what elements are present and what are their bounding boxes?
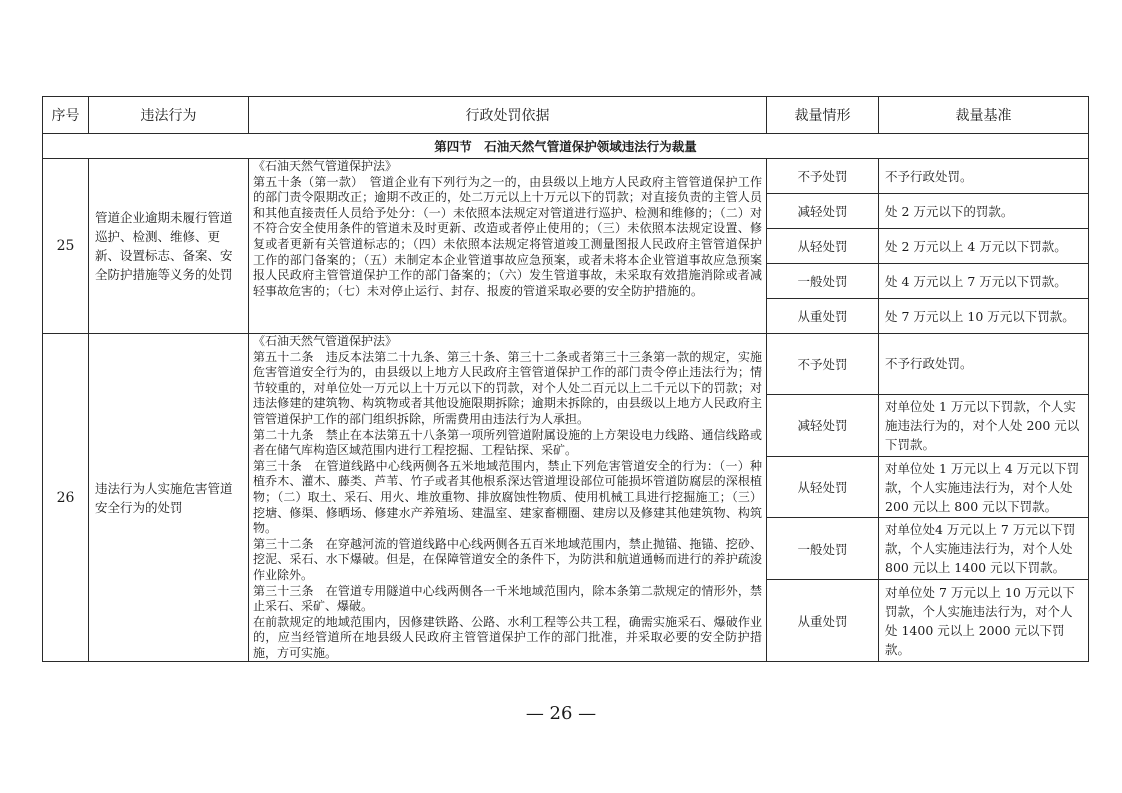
basis-line: 《石油天然气管道保护法》 <box>253 159 398 173</box>
basis-line: 第三十三条 在管道专用隧道中心线两侧各一千米地域范围内，除本条第二款规定的情形外，禁止采石、采矿、爆破。 <box>253 583 762 614</box>
penalty-basis <box>249 334 767 662</box>
basis-line: 第五十二条 违反本法第二十九条、第三十条、第三十二条或者第三十三条第一款的规定，实施危害管道安全行为的，由县级以上地方人民政府主管管道保护工作的部门责令停止违法行为；情节较重的，对单位处一万元以上十万元以下的罚款，对个人处二百元以上二千元以下的罚款；对违法修建的建筑物、构筑物或者其他设施限期拆除；逾期未拆除的，由县级以上地方人民政府主管管道保护工作的部门组织拆除，所需费用由违法行为人承担。 <box>253 349 762 426</box>
discretion-standard: 处 7 万元以上 10 万元以下罚款。 <box>879 299 1089 334</box>
discretion-level: 从重处罚 <box>767 299 879 334</box>
discretion-standard: 不予行政处罚。 <box>879 159 1089 194</box>
discretion-standard: 对单位处 1 万元以上 4 万元以下罚款，个人实施违法行为，对个人处 200 元以上 800 元以下罚款。 <box>879 456 1089 518</box>
header-level: 裁量情形 <box>767 97 879 134</box>
basis-line: 第三十二条 在穿越河流的管道线路中心线两侧各五百米地域范围内，禁止抛锚、拖锚、挖砂、挖泥、采石、水下爆破。但是，在保障管道安全的条件下，为防洪和航道通畅而进行的养护疏浚作业除外。 <box>253 536 762 582</box>
section-row <box>43 134 1089 159</box>
discretion-standard: 对单位处 7 万元以上 10 万元以下罚款，个人实施违法行为，对个人处 1400 元以上 2000 元以下罚款。 <box>879 580 1089 662</box>
discretion-level: 从轻处罚 <box>767 456 879 518</box>
row-number: 25 <box>43 159 89 334</box>
section-title: 第四节 石油天然气管道保护领域违法行为裁量 <box>43 134 1089 159</box>
header-act: 违法行为 <box>89 97 249 134</box>
header-standard: 裁量基准 <box>879 97 1089 134</box>
discretion-standard: 处 4 万元以上 7 万元以下罚款。 <box>879 264 1089 299</box>
basis-line: 第五十条（第一款） 管道企业有下列行为之一的，由县级以上地方人民政府主管管道保护工作的部门责令限期改正；逾期不改正的，处二万元以上十万元以下的罚款；对直接负责的主管人员和其他直接责任人员给予处分：（一）未依照本法规定对管道进行巡护、检测和维修的；（二）对不符合安全使用条件的管道未及时更新、改造或者停止使用的；（三）未依照本法规定设置、修复或者更新有关管道标志的；（四）未依照本法规定将管道竣工测量图报人民政府主管管道保护工作的部门备案的；（五）未制定本企业管道事故应急预案，或者未将本企业管道事故应急预案报人民政府主管管道保护工作的部门备案的；（六）发生管道事故，未采取有效措施消除或者减轻事故危害的；（七）未对停止运行、封存、报废的管道采取必要的安全防护措施的。 <box>253 174 762 298</box>
discretion-level: 一般处罚 <box>767 264 879 299</box>
discretion-level: 一般处罚 <box>767 518 879 580</box>
penalty-basis <box>249 159 767 334</box>
discretion-level: 从轻处罚 <box>767 229 879 264</box>
discretion-standard: 不予行政处罚。 <box>879 334 1089 395</box>
discretion-level: 减轻处罚 <box>767 194 879 229</box>
basis-line: 第二十九条 禁止在本法第五十八条第一项所列管道附属设施的上方架设电力线路、通信线路或者在储气库构造区域范围内进行工程挖掘、工程钻探、采矿。 <box>253 427 762 458</box>
header-no: 序号 <box>43 97 89 134</box>
basis-line: 在前款规定的地域范围内，因修建铁路、公路、水利工程等公共工程，确需实施采石、爆破作业的，应当经管道所在地县级人民政府主管管道保护工作的部门批准，并采取必要的安全防护措施，方可实施。 <box>253 614 762 660</box>
header-basis: 行政处罚依据 <box>249 97 767 134</box>
page-number: — 26 — <box>525 703 597 724</box>
violation-act: 管道企业逾期未履行管道巡护、检测、维修、更新、设置标志、备案、安全防护措施等义务的处罚 <box>89 159 249 334</box>
discretion-level: 从重处罚 <box>767 580 879 662</box>
discretion-standard: 处 2 万元以上 4 万元以下罚款。 <box>879 229 1089 264</box>
table-row <box>43 334 1089 395</box>
discretion-standard: 对单位处4 万元以上 7 万元以下罚款，个人实施违法行为，对个人处 800 元以上 1400 元以下罚款。 <box>879 518 1089 580</box>
header-row <box>43 97 1089 134</box>
basis-line: 第三十条 在管道线路中心线两侧各五米地域范围内，禁止下列危害管道安全的行为：（一）种植乔木、灌木、藤类、芦苇、竹子或者其他根系深达管道埋设部位可能损坏管道防腐层的深根植物；（二）取土、采石、用火、堆放重物、排放腐蚀性物质、使用机械工具进行挖掘施工；（三）挖塘、修渠、修晒场、修建水产养殖场、建温室、建家畜棚圈、建房以及修建其他建筑物、构筑物。 <box>253 458 762 536</box>
discretion-standard: 对单位处 1 万元以下罚款，个人实施违法行为的，对个人处 200 元以下罚款。 <box>879 394 1089 456</box>
discretion-level: 不予处罚 <box>767 159 879 194</box>
penalty-table <box>42 96 1089 662</box>
violation-act: 违法行为人实施危害管道安全行为的处罚 <box>89 334 249 662</box>
discretion-level: 减轻处罚 <box>767 394 879 456</box>
table-row <box>43 159 1089 194</box>
discretion-standard: 处 2 万元以下的罚款。 <box>879 194 1089 229</box>
discretion-level: 不予处罚 <box>767 334 879 395</box>
basis-line: 《石油天然气管道保护法》 <box>253 334 398 348</box>
row-number: 26 <box>43 334 89 662</box>
